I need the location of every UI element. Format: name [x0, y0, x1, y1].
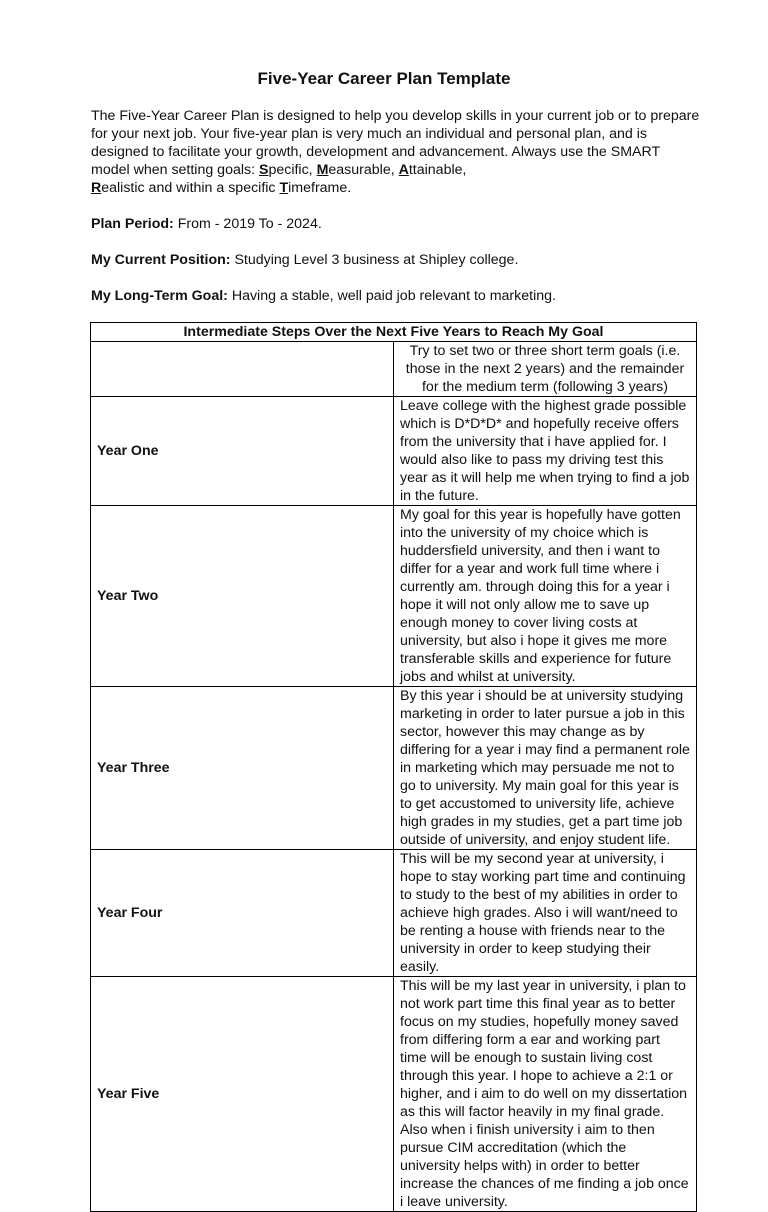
table-row	[91, 687, 697, 850]
intro-paragraph	[91, 107, 701, 197]
year-label: Year Three	[91, 687, 394, 850]
smart-r: R	[91, 180, 102, 196]
year-text: My goal for this year is hopefully have gotten into the university of my choice which is huddersfield university, and then i want to differ for a year and work full time where i currently am. through doing this for a year i hope it will not only allow me to save up enough money to cover living costs at university, but also i hope it gives me more transferable skills and experience for future jobs and whilst at university.	[394, 506, 697, 687]
year-label: Year Four	[91, 850, 394, 977]
year-text: By this year i should be at university studying marketing in order to later pursue a job in this sector, however this may change as by differing for a year i may find a permanent role in marketing which may persuade me not to go to university. My main goal for this year is to get accustomed to university life, achieve high grades in my studies, get a part time job outside of university, and enjoy student life.	[394, 687, 697, 850]
smart-a: A	[398, 162, 409, 178]
year-label: Year Five	[91, 977, 394, 1212]
steps-table	[90, 322, 697, 1212]
current-position-label: My Current Position:	[91, 252, 231, 268]
smart-s: S	[259, 162, 269, 178]
table-row	[91, 506, 697, 687]
smart-t-rest: imeframe.	[288, 180, 352, 196]
table-header: Intermediate Steps Over the Next Five Years to Reach My Goal	[91, 323, 697, 342]
smart-r-rest: ealistic and within a specific	[101, 180, 280, 196]
table-row	[91, 977, 697, 1212]
table-row	[91, 850, 697, 977]
long-term-goal-value: Having a stable, well paid job relevant to marketing.	[227, 288, 556, 304]
long-term-goal-label: My Long-Term Goal:	[91, 288, 228, 304]
table-row	[91, 397, 697, 506]
year-label: Year One	[91, 397, 394, 506]
year-label: Year Two	[91, 506, 394, 687]
smart-t: T	[279, 180, 289, 196]
year-text: This will be my last year in university, i plan to not work part time this final year as to better focus on my studies, hopefully money saved from differing form a ear and working part time will be enough to sustain living cost through this year. I hope to achieve a 2:1 or higher, and i aim to do well on my dissertation as this will factor heavily in my final grade. Also when i finish university i aim to then pursue CIM accreditation (which the university helps with) in order to better increase the chances of me finding a job once i leave university.	[394, 977, 697, 1212]
plan-period	[91, 215, 711, 233]
current-position	[91, 251, 711, 269]
table-header-row	[91, 323, 697, 342]
instruction-row	[91, 342, 697, 397]
instruction-year-cell	[91, 342, 394, 397]
intro-text: The Five-Year Career Plan is designed to help you develop skills in your current job or to prepare for your next job. Your five-year plan is very much an individual and personal plan, and is designed to facilitate your growth, development and advancement. Always use the SMART model when setting goals:	[91, 108, 700, 178]
year-text: This will be my second year at university, i hope to stay working part time and continuing to study to the best of my abilities in order to achieve high grades. Also i will want/need to be renting a house with friends near to the university in order to keep studying their easily.	[394, 850, 697, 977]
page-title: Five-Year Career Plan Template	[257, 69, 511, 88]
smart-a-rest: ttainable,	[408, 162, 467, 178]
smart-m: M	[316, 162, 329, 178]
current-position-value: Studying Level 3 business at Shipley college.	[230, 252, 519, 268]
long-term-goal	[91, 287, 711, 305]
instruction-cell: Try to set two or three short term goals (i.e. those in the next 2 years) and the remainder for the medium term (following 3 years)	[394, 342, 697, 397]
plan-period-label: Plan Period:	[91, 216, 174, 232]
plan-period-value: From - 2019 To - 2024.	[173, 216, 322, 232]
year-text: Leave college with the highest grade possible which is D*D*D* and hopefully receive offers from the university that i have applied for. I would also like to pass my driving test this year as it will help me when trying to find a job in the future.	[394, 397, 697, 506]
smart-s-rest: pecific,	[268, 162, 317, 178]
smart-m-rest: easurable,	[328, 162, 399, 178]
